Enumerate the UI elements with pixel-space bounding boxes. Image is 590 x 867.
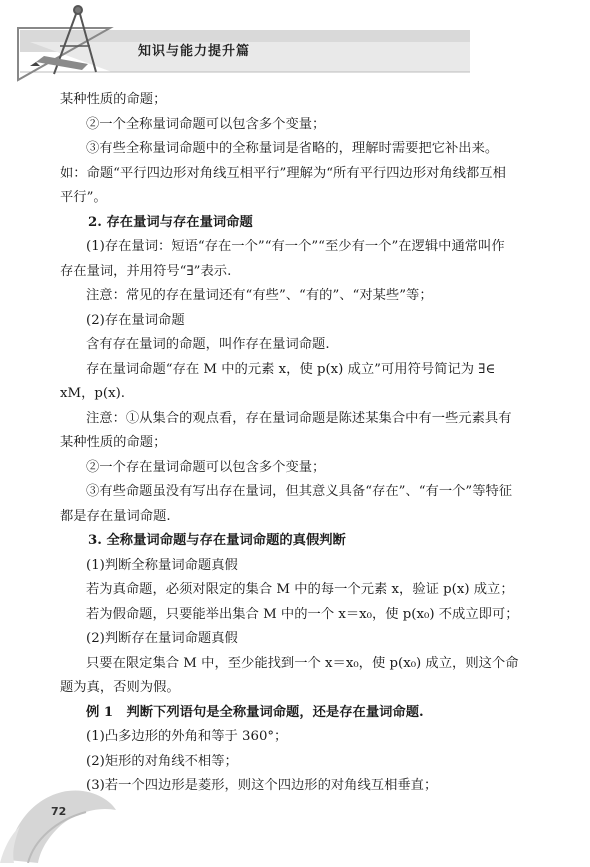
text-line: (3)若一个四边形是菱形，则这个四边形的对角线互相垂直； xyxy=(86,778,438,793)
text-line: (2)存在量词命题 xyxy=(86,312,185,328)
text-line: 若为真命题，必须对限定的集合 M 中的每一个元素 x，验证 p(x) 成立； xyxy=(86,582,514,597)
text-line: (2)判断存在量词命题真假 xyxy=(86,631,238,646)
text-line: 如：命题“平行四边形对角线互相平行”理解为“所有平行四边形对角线都互相 xyxy=(60,165,506,181)
page-header xyxy=(0,0,590,82)
text-line: ③有些全称量词命题中的全称量词是省略的，理解时需要把它补出来。 xyxy=(86,141,499,156)
text-line: 平行”。 xyxy=(60,190,107,205)
section-heading: 2. 存在量词与存在量词命题 xyxy=(88,214,253,230)
text-line: 某种性质的命题； xyxy=(60,92,167,107)
header-title: 知识与能力提升篇 xyxy=(138,44,251,59)
text-line: xM，p(x). xyxy=(60,386,126,401)
header-decoration xyxy=(0,0,590,82)
section-heading: 3. 全称量词命题与存在量词命题的真假判断 xyxy=(88,533,346,548)
text-line: 某种性质的命题； xyxy=(60,435,167,450)
page-body xyxy=(60,88,550,799)
text-line: (1)凸多边形的外角和等于 360°； xyxy=(86,729,288,744)
text-line: (1)判断全称量词命题真假 xyxy=(86,557,238,573)
text-line: 注意：常见的存在量词还有“有些”、“有的”、“对某些”等； xyxy=(86,288,433,303)
text-line: 都是存在量词命题. xyxy=(60,508,171,524)
text-line: 题为真，否则为假。 xyxy=(60,680,180,695)
text-line: ③有些命题虽没有写出存在量词，但其意义具备“存在”、“有一个”等特征 xyxy=(86,484,513,499)
text-line: 含有存在量词的命题，叫作存在量词命题. xyxy=(86,337,330,352)
text-line: 若为假命题，只要能举出集合 M 中的一个 x＝x₀，使 p(x₀) 不成立即可； xyxy=(86,606,519,622)
text-line: 存在量词命题“存在 M 中的元素 x，使 p(x) 成立”可用符号简记为 ∃∈ xyxy=(86,361,496,377)
text-line: 存在量词，并用符号“∃”表示. xyxy=(60,263,232,279)
text-line: (1)存在量词：短语“存在一个”“有一个”“至少有一个”在逻辑中通常叫作 xyxy=(86,239,505,254)
text-line: (2)矩形的对角线不相等； xyxy=(86,753,238,769)
text-line: 注意：①从集合的观点看，存在量词命题是陈述某集合中有一些元素具有 xyxy=(86,410,512,426)
page-number: 72 xyxy=(51,805,67,818)
text-line: ②一个存在量词命题可以包含多个变量； xyxy=(86,459,326,475)
text-line: ②一个全称量词命题可以包含多个变量； xyxy=(86,116,326,132)
example-heading: 例 1 判断下列语句是全称量词命题，还是存在量词命题. xyxy=(86,704,424,720)
text-line: 只要在限定集合 M 中，至少能找到一个 x＝x₀，使 p(x₀) 成立，则这个命 xyxy=(86,655,519,671)
